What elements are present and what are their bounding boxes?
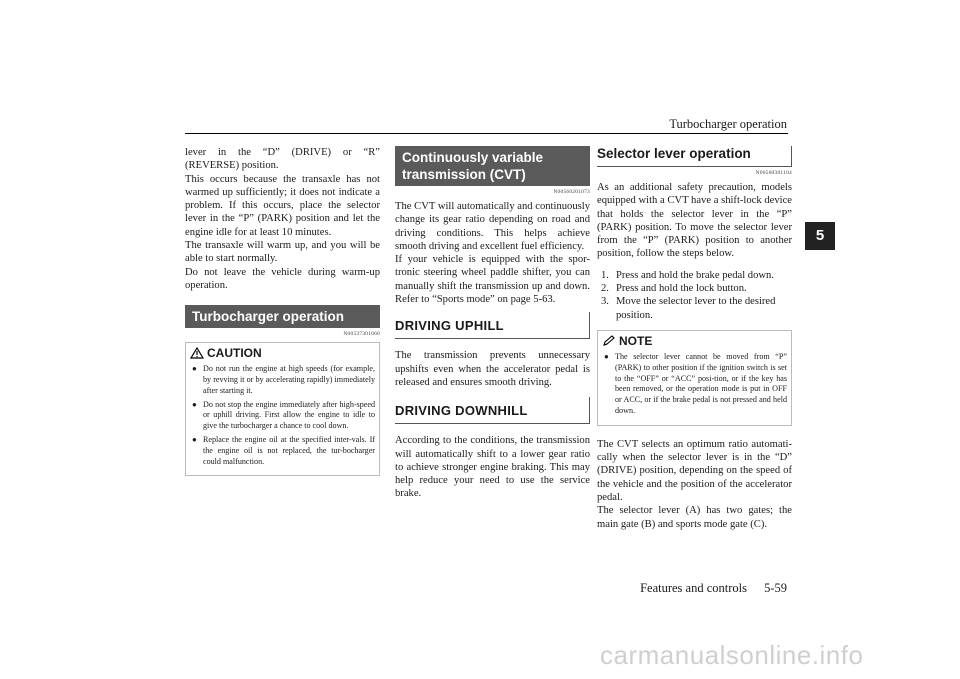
section-heading-turbocharger: Turbocharger operation — [185, 305, 380, 328]
watermark: carmanualsonline.info — [600, 640, 864, 670]
section-heading-selector-lever: Selector lever operation — [597, 146, 792, 167]
caution-box — [185, 342, 380, 476]
step-number: 2. — [601, 283, 609, 295]
note-item: ● The selector lever cannot be moved from “P” (PARK) to other position if the ignition switch is set to the “OFF” or “ACC” posi-tion, or if the key has been removed, or the operation mode is put in OFF or ACC, or if the brake pedal is not pressed and held down. — [602, 352, 787, 417]
step-text: Move the selector lever to the desired position. — [616, 296, 776, 321]
caution-item: ● Do not run the engine at high speeds (for example, by revving it or by accelerating rapidly) immediately after starting it. — [190, 364, 375, 396]
subheading-driving-uphill: DRIVING UPHILL — [395, 312, 590, 339]
step-item — [597, 269, 792, 282]
paragraph: Do not leave the vehicle during warm-up operation. — [185, 266, 380, 291]
paragraph: If your vehicle is equipped with the spor-tronic steering wheel paddle shifter, you can manually shift the transmission up and down. Refer to “Sports mode” on page 5-63. — [395, 254, 590, 306]
paragraph: This occurs because the transaxle has not warmed up sufficiently; it does not indicate a problem. If this occurs, place the selector lever in the “P” (PARK) position and let the engine idle for at least 10 minutes. — [185, 173, 380, 238]
column-1 — [185, 146, 380, 476]
caution-item: ● Replace the engine oil at the specified inter-vals. If the engine oil is not replaced, the tur-bocharger could malfunction. — [190, 435, 375, 467]
step-number: 1. — [601, 269, 609, 281]
paragraph: The transaxle will warm up, and you will be able to start normally. — [185, 240, 380, 265]
caution-list — [190, 364, 375, 467]
step-number: 3. — [601, 296, 609, 308]
step-item — [597, 295, 792, 322]
step-item — [597, 282, 792, 295]
running-header-title: Turbocharger operation — [669, 117, 787, 131]
note-box — [597, 330, 792, 426]
footer-section-label: Features and controls — [640, 581, 747, 595]
subheading-driving-downhill: DRIVING DOWNHILL — [395, 397, 590, 424]
note-list — [602, 352, 787, 417]
column-3 — [597, 146, 792, 531]
column-2 — [395, 146, 590, 501]
paragraph: As an additional safety precaution, models equipped with a CVT have a shift-lock device that holds the selector lever in the “P” (PARK) position. To move the selector lever from the “P” (PARK) position to another position, follow the steps below. — [597, 182, 792, 260]
paragraph: The selector lever (A) has two gates; the main gate (B) and sports mode gate (C). — [597, 505, 792, 530]
paragraph: lever in the “D” (DRIVE) or “R” (REVERSE) position. — [185, 147, 380, 172]
paragraph: The CVT will automatically and continuously change its gear ratio depending on road and driving conditions. This helps achieve smooth driving and excellent fuel efficiency. — [395, 201, 590, 252]
warning-triangle-icon — [190, 347, 204, 359]
footer-page-number: 5-59 — [764, 581, 787, 595]
section-code: N00560301104 — [755, 170, 792, 176]
header-rule — [185, 133, 788, 134]
note-title — [602, 334, 787, 348]
step-text: Press and hold the brake pedal down. — [616, 269, 774, 281]
paragraph: According to the conditions, the transmission will automatically shift to a lower gear ratio to achieve stronger engine braking. This may help reduce your need to use the service brake. — [395, 435, 590, 500]
section-heading-cvt: Continuously variable transmission (CVT) — [395, 146, 590, 186]
caution-item: ● Do not stop the engine immediately after high-speed or uphill driving. First allow the engine to idle to give the turbocharger a chance to cool down. — [190, 400, 375, 432]
section-code: N00560201073 — [553, 189, 590, 195]
section-code: N00537301060 — [343, 331, 380, 338]
pencil-note-icon — [602, 335, 616, 347]
caution-label: CAUTION — [207, 346, 262, 361]
step-text: Press and hold the lock button. — [616, 283, 747, 295]
paragraph: The transmission prevents unnecessary upshifts even when the accelerator pedal is released and ensures smooth driving. — [395, 350, 590, 388]
chapter-tab[interactable]: 5 — [805, 222, 835, 250]
note-label: NOTE — [619, 333, 653, 348]
steps-list — [597, 269, 792, 322]
caution-title — [190, 346, 375, 360]
paragraph: The CVT selects an optimum ratio automati-cally when the selector lever is in the “D” (DRIVE) position, depending on the speed of the vehicle and the position of the accelerator pedal. — [597, 438, 792, 503]
